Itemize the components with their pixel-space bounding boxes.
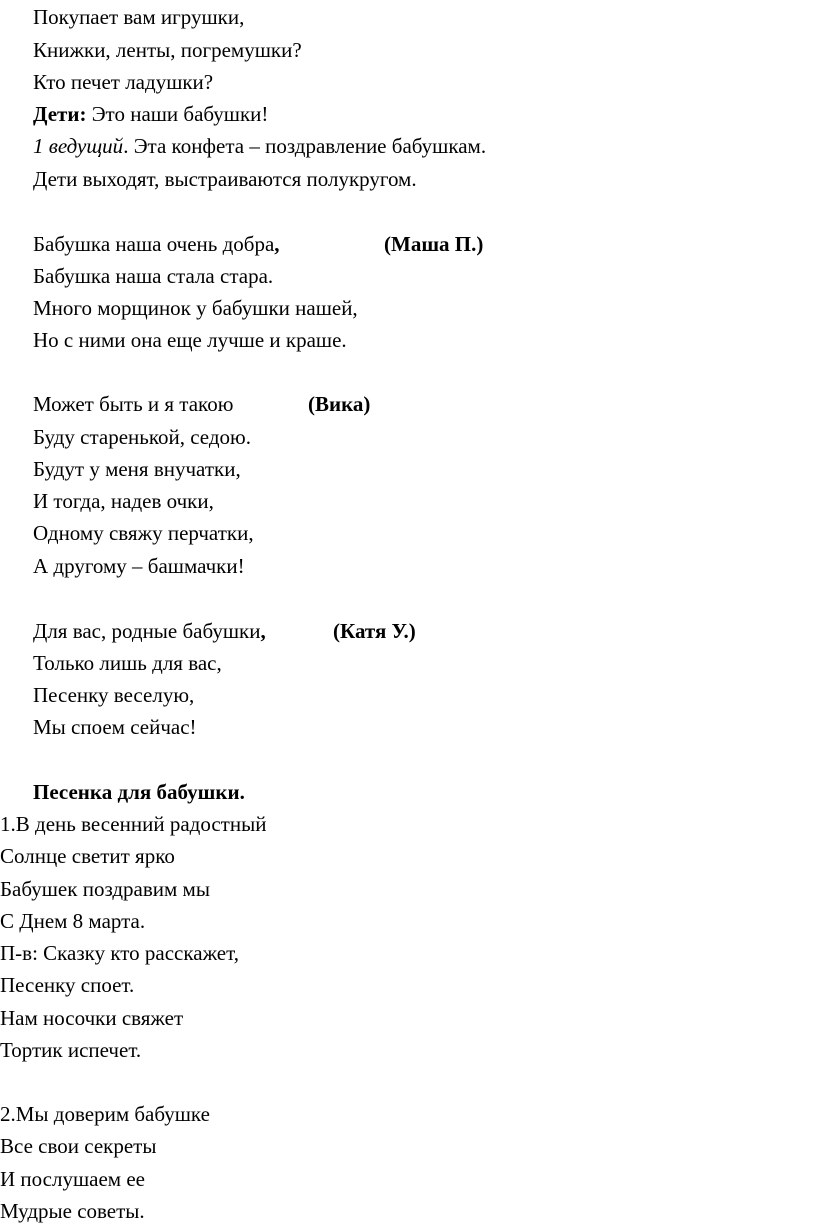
poem-line: А другому – башмачки! (33, 554, 245, 578)
poem-line (33, 101, 268, 127)
song-line: Нам носочки свяжет (0, 1006, 184, 1030)
poem-line: Буду старенькой, седою. (33, 425, 251, 449)
line-comma: , (274, 232, 280, 256)
song-line: П-в: Сказку кто расскажет, (0, 941, 239, 965)
line-text: . Эта конфета – поздравление бабушкам. (123, 134, 487, 158)
poem-line: Песенку веселую, (33, 683, 195, 707)
stage-direction: Дети выходят, выстраиваются полукругом. (33, 167, 417, 191)
speaker-label: 1 ведущий (33, 134, 124, 158)
line-comma: , (260, 619, 266, 643)
song-line: 1.В день весенний радостный (0, 812, 267, 836)
poem-line: Покупает вам игрушки, (33, 5, 245, 29)
speaker-name: (Вика) (308, 392, 371, 416)
speaker-name: (Катя У.) (333, 619, 416, 643)
line-text: Для вас, родные бабушки (33, 619, 261, 643)
poem-line (33, 231, 280, 257)
poem-line: Но с ними она еще лучше и краше. (33, 328, 347, 352)
poem-line: Много морщинок у бабушки нашей, (33, 296, 358, 320)
poem-line: Может быть и я такою (33, 392, 234, 416)
line-text: Бабушка наша очень добра (33, 232, 275, 256)
song-title: Песенка для бабушки. (33, 780, 245, 804)
song-line: И послушаем ее (0, 1167, 145, 1191)
speaker-label: Дети: (33, 102, 87, 126)
poem-line: Одному свяжу перчатки, (33, 521, 254, 545)
speaker-name: (Маша П.) (384, 232, 484, 256)
poem-line: Кто печет ладушки? (33, 70, 214, 94)
poem-line: И тогда, надев очки, (33, 489, 214, 513)
poem-line: Книжки, ленты, погремушки? (33, 38, 302, 62)
poem-line (33, 618, 266, 644)
poem-line (33, 133, 486, 159)
poem-line: Мы споем сейчас! (33, 715, 197, 739)
poem-line: Только лишь для вас, (33, 651, 222, 675)
song-line: Бабушек поздравим мы (0, 877, 210, 901)
poem-line: Будут у меня внучатки, (33, 457, 241, 481)
song-line: Песенку споет. (0, 973, 135, 997)
song-line: Мудрые советы. (0, 1199, 145, 1223)
song-line: С Днем 8 марта. (0, 909, 146, 933)
song-line: Солнце светит ярко (0, 844, 175, 868)
song-line: Все свои секреты (0, 1134, 157, 1158)
poem-line: Бабушка наша стала стара. (33, 264, 274, 288)
song-line: 2.Мы доверим бабушке (0, 1102, 210, 1126)
song-line: Тортик испечет. (0, 1038, 142, 1062)
line-text: Это наши бабушки! (86, 102, 269, 126)
